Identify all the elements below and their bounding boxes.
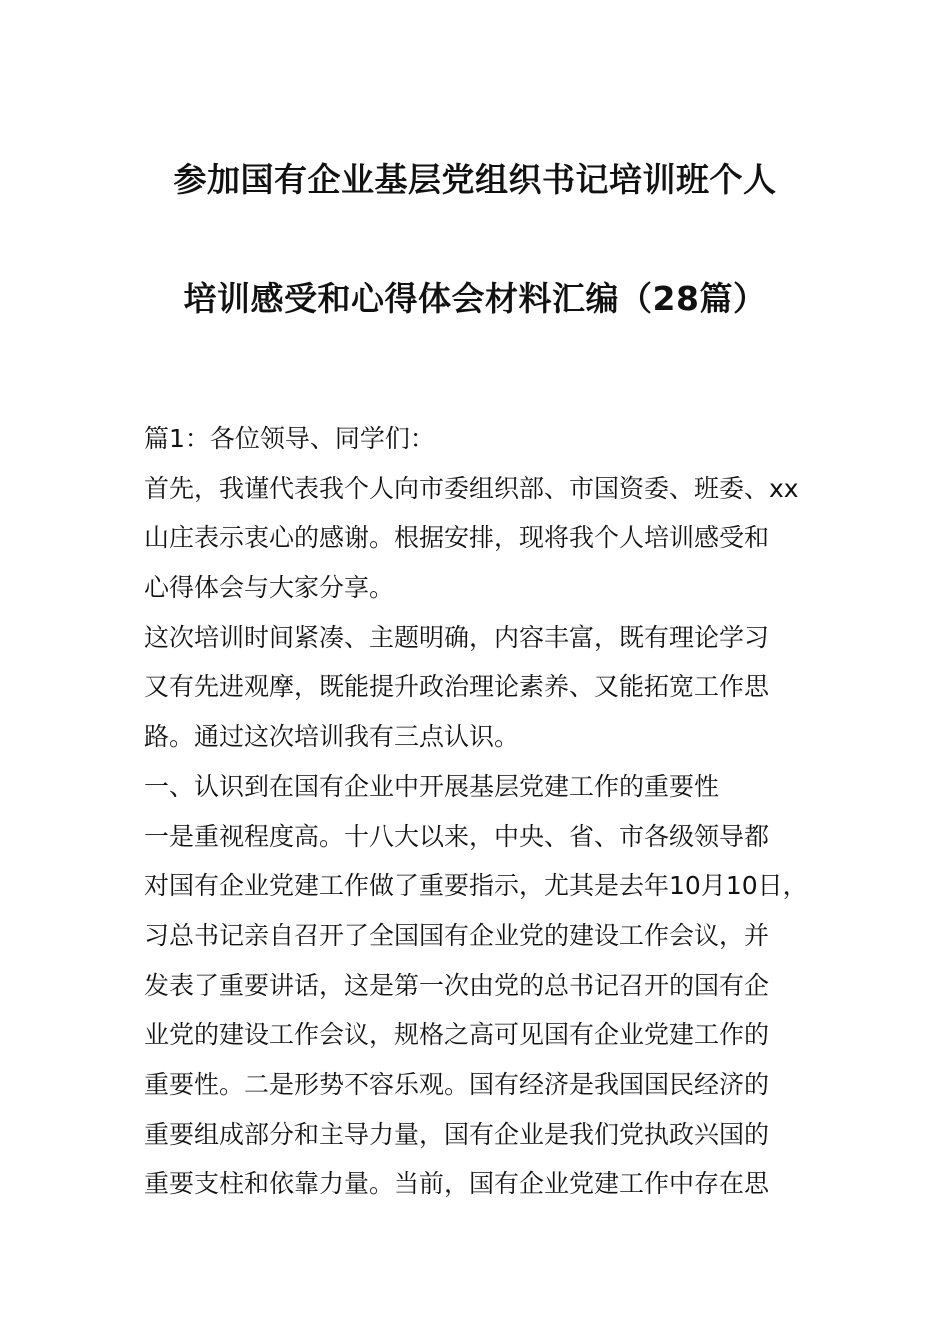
body-line: 一是重视程度高。十八大以来，中央、省、市各级领导都 bbox=[144, 821, 770, 851]
body-line: 业党的建设工作会议，规格之高可见国有企业党建工作的 bbox=[144, 1020, 770, 1050]
body-line: 重要支柱和依靠力量。当前，国有企业党建工作中存在思 bbox=[144, 1169, 770, 1199]
body-line: 发表了重要讲话，这是第一次由党的总书记召开的国有企 bbox=[144, 970, 770, 1000]
body-line: 重要组成部分和主导力量，国有企业是我们党执政兴国的 bbox=[144, 1119, 770, 1149]
body-line: 习总书记亲自召开了全国国有企业党的建设工作会议，并 bbox=[144, 920, 770, 950]
body-line: 心得体会与大家分享。 bbox=[144, 573, 395, 603]
body-line: 又有先进观摩，既能提升政治理论素养、又能拓宽工作思 bbox=[144, 672, 770, 702]
document-title-line-1: 参加国有企业基层党组织书记培训班个人 bbox=[173, 160, 777, 199]
body-line: 路。通过这次培训我有三点认识。 bbox=[144, 722, 520, 752]
document-title-line-2: 培训感受和心得体会材料汇编（28篇） bbox=[183, 279, 767, 318]
body-line: 首先，我谨代表我个人向市委组织部、市国资委、班委、xx bbox=[144, 473, 799, 503]
document-body bbox=[144, 414, 834, 1209]
body-line: 对国有企业党建工作做了重要指示，尤其是去年10月10日， bbox=[144, 871, 808, 901]
body-line: 山庄表示衷心的感谢。根据安排，现将我个人培训感受和 bbox=[144, 523, 770, 553]
body-line: 重要性。二是形势不容乐观。国有经济是我国国民经济的 bbox=[144, 1069, 770, 1099]
body-line: 篇1：各位领导、同学们： bbox=[144, 424, 435, 453]
section-heading: 一、认识到在国有企业中开展基层党建工作的重要性 bbox=[144, 771, 720, 801]
body-line: 这次培训时间紧凑、主题明确，内容丰富，既有理论学习 bbox=[144, 622, 770, 652]
